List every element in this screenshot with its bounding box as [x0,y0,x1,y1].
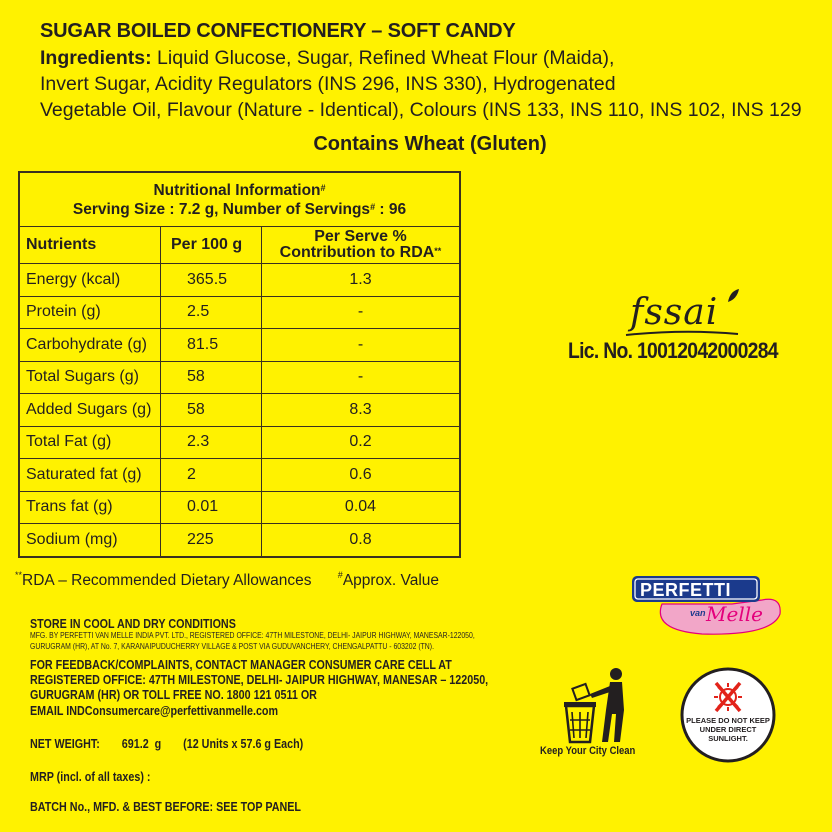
nutrient-name: Saturated fat (g) [19,459,161,492]
nutrient-name: Sodium (mg) [19,524,161,557]
feedback-line-3: GURUGRAM (HR) OR TOLL FREE NO. 1800 121 0511 OR [30,688,317,702]
approx-footnote: Approx. Value [342,572,440,589]
net-weight-detail: (12 Units x 57.6 g Each) [183,737,304,751]
perfetti-van-melle-logo [632,574,776,632]
nutrition-title-mark: # [320,182,326,193]
nutrition-row [19,361,460,394]
nutrition-row [19,394,460,427]
mfg-line-2: GURUGRAM (HR), AT No. 7, KARANAIPUDUCHERRY VILLAGE & POST VIA GUDUVANCHERY, CHENGALPATTU - 603202 (TN). [30,642,434,651]
keep-city-clean-label: Keep Your City Clean [540,745,636,757]
nutrient-name: Protein (g) [19,296,161,329]
product-title: SUGAR BOILED CONFECTIONERY – SOFT CANDY [40,20,516,42]
nutrition-header-row [19,172,460,227]
per-serve-value: - [262,296,461,329]
nutrient-name: Total Sugars (g) [19,361,161,394]
approx-mark: # [337,570,343,580]
ingredients-label: Ingredients: [40,47,152,69]
net-weight [30,737,303,752]
nutrient-name: Total Fat (g) [19,426,161,459]
per-100g-value: 2 [161,459,262,492]
fssai-underline-icon [624,330,740,338]
sunlight-warning-text: PLEASE DO NOT KEEP UNDER DIRECT SUNLIGHT. [686,716,770,743]
per-100g-value: 0.01 [161,491,262,524]
nutrient-name: Energy (kcal) [19,264,161,297]
feedback-line-4: EMAIL INDConsumercare@perfettivanmelle.com [30,704,279,718]
nutrient-name: Trans fat (g) [19,491,161,524]
rda-mark: ** [15,570,23,580]
footnotes [15,572,439,590]
per-100g-value: 58 [161,361,262,394]
per-serve-value: 0.2 [262,426,461,459]
nutrition-row [19,426,460,459]
mrp-label: MRP (incl. of all taxes) : [30,770,151,784]
batch-info: BATCH No., MFD. & BEST BEFORE: SEE TOP PANEL [30,800,301,814]
nutrition-row [19,491,460,524]
net-weight-value: 691.2 g [121,737,162,751]
allergen-statement: Contains Wheat (Gluten) [313,133,547,155]
per-serve-value: 0.8 [262,524,461,557]
nutrition-row [19,264,460,297]
fssai-logo-text: fssai [630,292,719,333]
per-100g-value: 81.5 [161,329,262,362]
per-serve-value: 1.3 [262,264,461,297]
ingredients-block [40,45,830,123]
column-per-serve [262,227,461,264]
nutrition-table [18,171,461,558]
per-serve-value: - [262,361,461,394]
nutrition-title: Nutritional Information [153,181,321,199]
nutrition-heading [19,172,460,227]
column-per-serve-line-2: Contribution to RDA [279,244,435,261]
ingredients-line-3: Vegetable Oil, Flavour (Nature - Identical), Colours (INS 133, INS 110, INS 102, INS 129 [40,99,802,121]
column-per-100g: Per 100 g [161,227,262,264]
feedback-line-1: FOR FEEDBACK/COMPLAINTS, CONTACT MANAGER CONSUMER CARE CELL AT [30,658,452,672]
brand-van: van [690,608,706,618]
no-sunlight-icon [679,666,777,764]
column-per-serve-mark: ** [434,246,442,256]
ingredients-line-1: Liquid Glucose, Sugar, Refined Wheat Flour (Maida), [157,47,615,69]
fssai-leaf-icon [726,288,740,304]
per-100g-value: 2.3 [161,426,262,459]
per-100g-value: 2.5 [161,296,262,329]
per-serve-value: 8.3 [262,394,461,427]
storage-instructions: STORE IN COOL AND DRY CONDITIONS [30,617,236,631]
brand-name: PERFETTI [640,580,732,600]
per-serve-value: - [262,329,461,362]
nutrition-row [19,329,460,362]
per-serve-value: 0.6 [262,459,461,492]
per-100g-value: 365.5 [161,264,262,297]
nutrition-row [19,459,460,492]
nutrition-row [19,524,460,557]
feedback-line-2: REGISTERED OFFICE: 47TH MILESTONE, DELHI- JAIPUR HIGHWAY, MANESAR – 122050, [30,673,489,687]
per-100g-value: 225 [161,524,262,557]
mfg-line-1: MFG. BY PERFETTI VAN MELLE INDIA PVT. LTD., REGISTERED OFFICE: 47TH MILESTONE, DELHI- JAIPUR HIGHWAY, MANESAR-122050, [30,631,475,640]
keep-city-clean-icon [560,664,640,744]
serving-size: Serving Size : 7.2 g, Number of Servings [72,200,371,218]
net-weight-label: NET WEIGHT: [30,737,100,751]
serving-mark: # [370,201,376,212]
serving-count: : 96 [375,200,407,218]
fssai-license: Lic. No. 10012042000284 [568,338,778,363]
nutrition-rows [19,264,460,557]
fssai-logo [630,292,718,333]
column-nutrients: Nutrients [19,227,161,264]
nutrient-name: Added Sugars (g) [19,394,161,427]
per-100g-value: 58 [161,394,262,427]
brand-melle: Melle [706,602,763,626]
nutrition-row [19,296,460,329]
column-per-serve-line-1: Per Serve % [314,228,407,245]
rda-footnote: RDA – Recommended Dietary Allowances [22,572,312,589]
nutrition-column-header-row [19,227,460,264]
nutrient-name: Carbohydrate (g) [19,329,161,362]
per-serve-value: 0.04 [262,491,461,524]
ingredients-line-2: Invert Sugar, Acidity Regulators (INS 296, INS 330), Hydrogenated [40,73,616,95]
